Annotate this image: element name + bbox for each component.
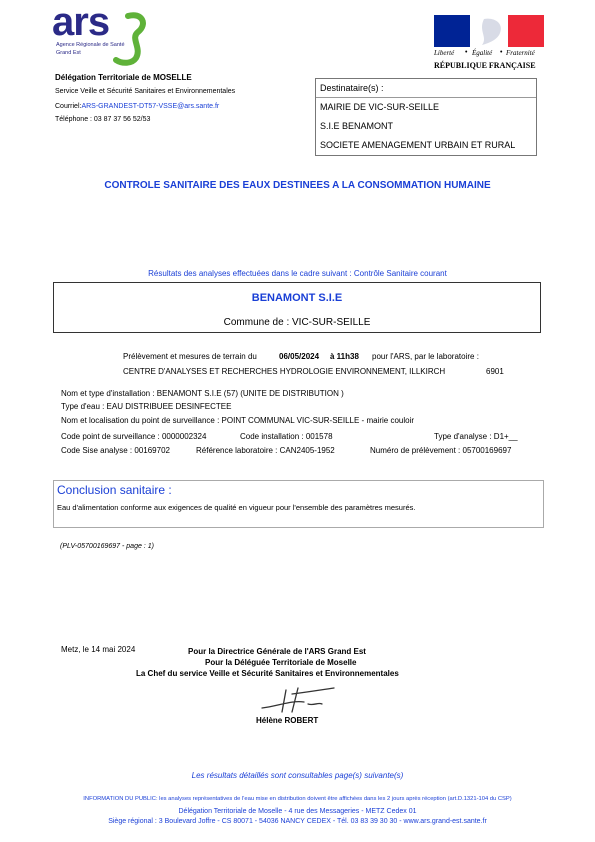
laboratory-code: 6901: [486, 367, 504, 376]
phone-line: Téléphone : 03 87 37 56 52/53: [55, 116, 151, 123]
email-link[interactable]: ARS-GRANDEST-DT57-VSSE@ars.sante.fr: [81, 103, 220, 110]
republic-name: RÉPUBLIQUE FRANÇAISE: [434, 61, 536, 70]
unit-commune: Commune de : VIC-SUR-SEILLE: [223, 317, 371, 328]
water-type: Type d'eau : EAU DISTRIBUEE DESINFECTEE: [61, 402, 232, 411]
recipients-label: Destinataire(s) :: [320, 83, 384, 93]
recipient-item: SOCIETE AMENAGEMENT URBAIN ET RURAL: [320, 140, 516, 150]
public-info: INFORMATION DU PUBLIC: les analyses représentatives de l'eau mise en distribution doivent être affichées dans les 2 jours après réception (art.D.1321-104 du CSP): [83, 796, 512, 802]
surveillance-point: Nom et localisation du point de surveillance : POINT COMMUNAL VIC-SUR-SEILLE - mairie couloir: [61, 416, 415, 425]
recipient-item: MAIRIE DE VIC-SUR-SEILLE: [320, 102, 440, 112]
motto-separator: •: [500, 49, 503, 56]
sampling-time: à 11h38: [330, 352, 359, 361]
service-name: Service Veille et Sécurité Sanitaires et Environnementales: [55, 88, 236, 95]
signature-line-1: Pour la Directrice Générale de l'ARS Grand Est: [188, 647, 366, 656]
ars-logo-subtitle: Agence Régionale de Santé: [56, 42, 125, 48]
point-code: Code point de surveillance : 0000002324: [61, 432, 207, 441]
conclusion-box: [53, 480, 544, 528]
ars-logo-text: ars: [52, 0, 110, 44]
sampling-suffix: pour l'ARS, par le laboratoire :: [372, 352, 479, 361]
installation-name: Nom et type d'installation : BENAMONT S.I.E (57) (UNITE DE DISTRIBUTION ): [61, 389, 344, 398]
ars-logo: [50, 0, 155, 68]
signature-line-3: La Chef du service Veille et Sécurité Sanitaires et Environnementales: [136, 669, 399, 678]
marianne-logo: [434, 15, 544, 73]
laboratory-name: CENTRE D'ANALYSES ET RECHERCHES HYDROLOGIE ENVIRONNEMENT, ILLKIRCH: [123, 367, 446, 376]
unit-name: BENAMONT S.I.E: [251, 292, 343, 304]
signatory-name: Hélène ROBERT: [256, 716, 319, 725]
recipient-item: S.I.E BENAMONT: [320, 121, 394, 131]
installation-code: Code installation : 001578: [240, 432, 333, 441]
motto-liberte: Liberté: [434, 49, 455, 57]
ars-logo-region: Grand Est: [56, 50, 81, 56]
sample-number: Numéro de prélèvement : 05700169697: [370, 446, 512, 455]
email-label: Courriel:: [55, 103, 82, 110]
sampling-prefix: Prélèvement et mesures de terrain du: [123, 352, 257, 361]
sampling-date: 06/05/2024: [279, 352, 320, 361]
flag-icon: [434, 15, 544, 47]
recipients-divider: [316, 97, 536, 98]
footer-address-1: Délégation Territoriale de Moselle - 4 rue des Messageries - METZ Cedex 01: [178, 808, 417, 815]
footer-address-2: Siège régional : 3 Boulevard Joffre - CS 80071 - 54036 NANCY CEDEX - Tél. 03 83 39 30 30 - www.ars.grand-est.sante.fr: [108, 818, 487, 825]
handwritten-signature: [258, 684, 338, 714]
conclusion-text: Eau d'alimentation conforme aux exigences de qualité en vigueur pour l'ensemble des paramètres mesurés.: [57, 503, 416, 512]
motto-fraternite: Fraternité: [506, 49, 535, 57]
sise-code: Code Sise analyse : 00169702: [61, 446, 170, 455]
lab-reference: Référence laboratoire : CAN2405-1952: [196, 446, 335, 455]
signature-line-2: Pour la Déléguée Territoriale de Moselle: [205, 658, 357, 667]
conclusion-title: Conclusion sanitaire :: [57, 483, 172, 497]
motto-egalite: Égalité: [472, 49, 493, 57]
analysis-type: Type d'analyse : D1+__: [434, 432, 518, 441]
document-title: CONTROLE SANITAIRE DES EAUX DESTINEES A LA CONSOMMATION HUMAINE: [104, 180, 491, 191]
signature-icon: [258, 684, 338, 714]
recipients-box: [315, 78, 537, 156]
delegation-name: Délégation Territoriale de MOSELLE: [55, 73, 192, 82]
motto-separator: •: [465, 49, 468, 56]
page-reference: (PLV-05700169697 - page : 1): [60, 543, 154, 550]
analysis-context: Résultats des analyses effectuées dans le cadre suivant : Contrôle Sanitaire courant: [148, 269, 447, 278]
email-line: [55, 103, 219, 110]
place-date: Metz, le 14 mai 2024: [61, 645, 136, 654]
details-note: Les résultats détaillés sont consultables page(s) suivante(s): [191, 771, 404, 780]
unit-box: [53, 282, 541, 333]
